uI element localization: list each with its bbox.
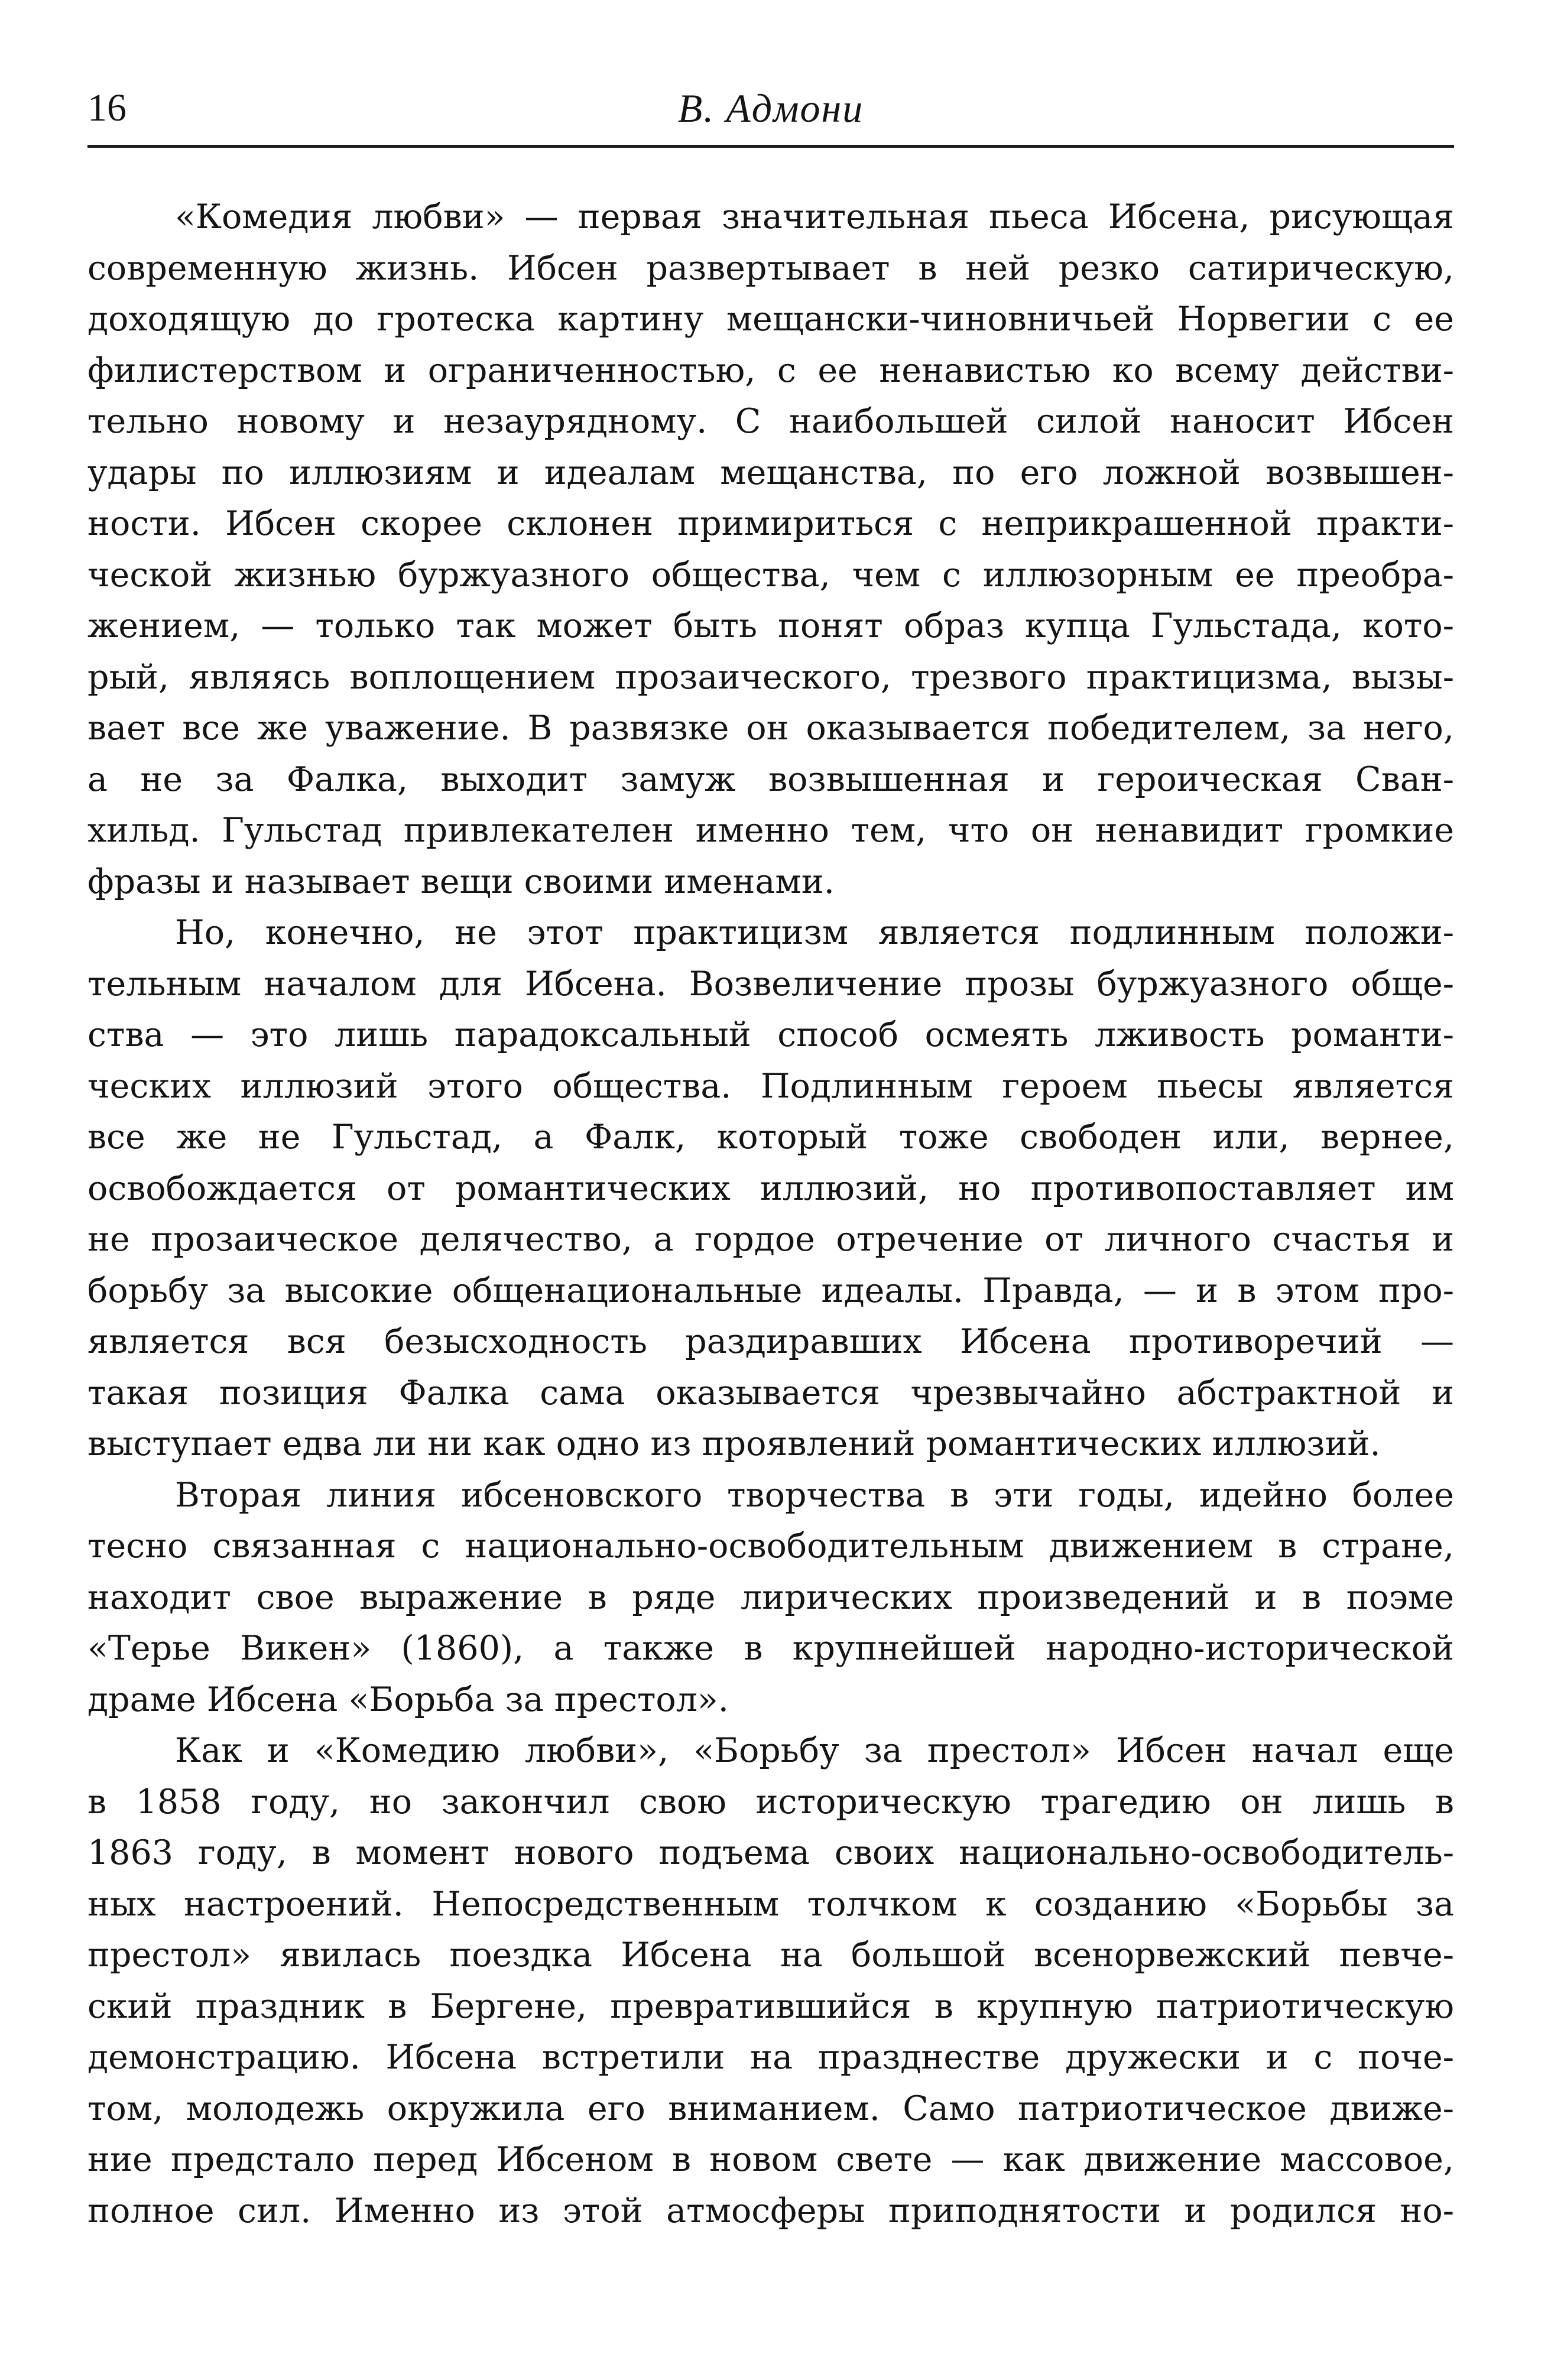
text-line: Вторая линия ибсеновского творчества в эти годы, идейно более: [175, 1475, 1454, 1515]
text-line: тесно связанная с национально-освободительным движением в стране,: [87, 1527, 1454, 1566]
text-line: все же не Гульстад, а Фалк, который тоже свободен или, вернее,: [87, 1118, 1454, 1157]
text-line: является вся безысходность раздиравших Ибсена противоречий —: [87, 1322, 1454, 1361]
text-line: жением, — только так может быть понят образ купца Гульстада, кото-: [87, 606, 1454, 645]
header-author: В. Адмони: [677, 86, 864, 131]
text-line: демонстрацию. Ибсена встретили на празднестве дружески и с поче-: [87, 2038, 1454, 2077]
text-line: Как и «Комедию любви», «Борьбу за престол» Ибсен начал еще: [175, 1731, 1454, 1770]
text-line: доходящую до гротеска картину мещански-чиновничьей Норвегии с ее: [87, 300, 1454, 339]
text-line: тельно новому и незаурядному. С наибольшей силой наносит Ибсен: [87, 402, 1454, 441]
text-line: том, молодежь окружила его вниманием. Само патриотическое движе-: [87, 2089, 1454, 2128]
text-line: выступает едва ли ни как одно из проявлений романтических иллюзий.: [87, 1424, 1381, 1463]
text-line: ческих иллюзий этого общества. Подлинным героем пьесы является: [87, 1066, 1454, 1106]
text-line: 1863 году, в момент нового подъема своих национально-освободитель-: [87, 1833, 1454, 1872]
running-header: [87, 82, 1454, 135]
text-line: ных настроений. Непосредственным толчком к созданию «Борьбы за: [87, 1884, 1454, 1924]
text-line: ние предстало перед Ибсеном в новом свете — как движение массовое,: [87, 2140, 1454, 2179]
text-line: престол» явилась поездка Ибсена на большой всенорвежский певче-: [87, 1936, 1454, 1975]
text-line: современную жизнь. Ибсен развертывает в ней резко сатирическую,: [87, 248, 1454, 288]
text-line: рый, являясь воплощением прозаического, трезвого практицизма, вызы-: [87, 657, 1454, 697]
page-number: 16: [87, 86, 126, 129]
text-line: фразы и называет вещи своими именами.: [87, 862, 835, 901]
text-line: ства — это лишь парадоксальный способ осмеять лживость романти-: [87, 1015, 1454, 1054]
text-line: в 1858 году, но закончил свою историческую трагедию он лишь в: [87, 1782, 1454, 1821]
text-line: а не за Фалка, выходит замуж возвышенная и героическая Сван-: [87, 759, 1454, 799]
text-line: вает все же уважение. В развязке он оказывается победителем, за него,: [87, 709, 1454, 748]
paragraph: [87, 1725, 1454, 2236]
text-line: филистерством и ограниченностью, с ее ненавистью ко всему действи-: [87, 350, 1454, 390]
header-rule: [87, 145, 1454, 148]
text-line: ский праздник в Бергене, превратившийся в крупную патриотическую: [87, 1986, 1454, 2026]
text-line: ческой жизнью буржуазного общества, чем с иллюзорным ее преобра-: [87, 555, 1454, 595]
text-line: Но, конечно, не этот практицизм является подлинным положи-: [175, 913, 1454, 952]
text-line: борьбу за высокие общенациональные идеалы. Правда, — и в этом про-: [87, 1271, 1454, 1310]
text-line: освобождается от романтических иллюзий, но противопоставляет им: [87, 1168, 1454, 1208]
text-line: «Терье Викен» (1860), а также в крупнейшей народно-исторической: [87, 1629, 1454, 1668]
paragraph: [87, 907, 1454, 1470]
text-line: ности. Ибсен скорее склонен примириться с неприкрашенной практи-: [87, 504, 1454, 543]
text-line: тельным началом для Ибсена. Возвеличение прозы буржуазного обще-: [87, 964, 1454, 1004]
paragraph: [87, 191, 1454, 907]
text-line: хильд. Гульстад привлекателен именно тем, что он ненавидит громкие: [87, 811, 1454, 850]
text-line: полное сил. Именно из этой атмосферы приподнятости и родился но-: [87, 2191, 1454, 2230]
text-line: «Комедия любви» — первая значительная пьеса Ибсена, рисующая: [175, 197, 1454, 236]
text-line: находит свое выражение в ряде лирических произведений и в поэме: [87, 1577, 1454, 1617]
book-page: [87, 0, 1454, 2380]
text-line: драме Ибсена «Борьба за престол».: [87, 1680, 729, 1719]
text-line: такая позиция Фалка сама оказывается чрезвычайно абстрактной и: [87, 1373, 1454, 1413]
paragraph: [87, 1470, 1454, 1726]
body-text: [87, 191, 1454, 2236]
text-line: удары по иллюзиям и идеалам мещанства, по его ложной возвышен-: [87, 453, 1454, 492]
text-line: не прозаическое делячество, а гордое отречение от личного счастья и: [87, 1220, 1454, 1259]
